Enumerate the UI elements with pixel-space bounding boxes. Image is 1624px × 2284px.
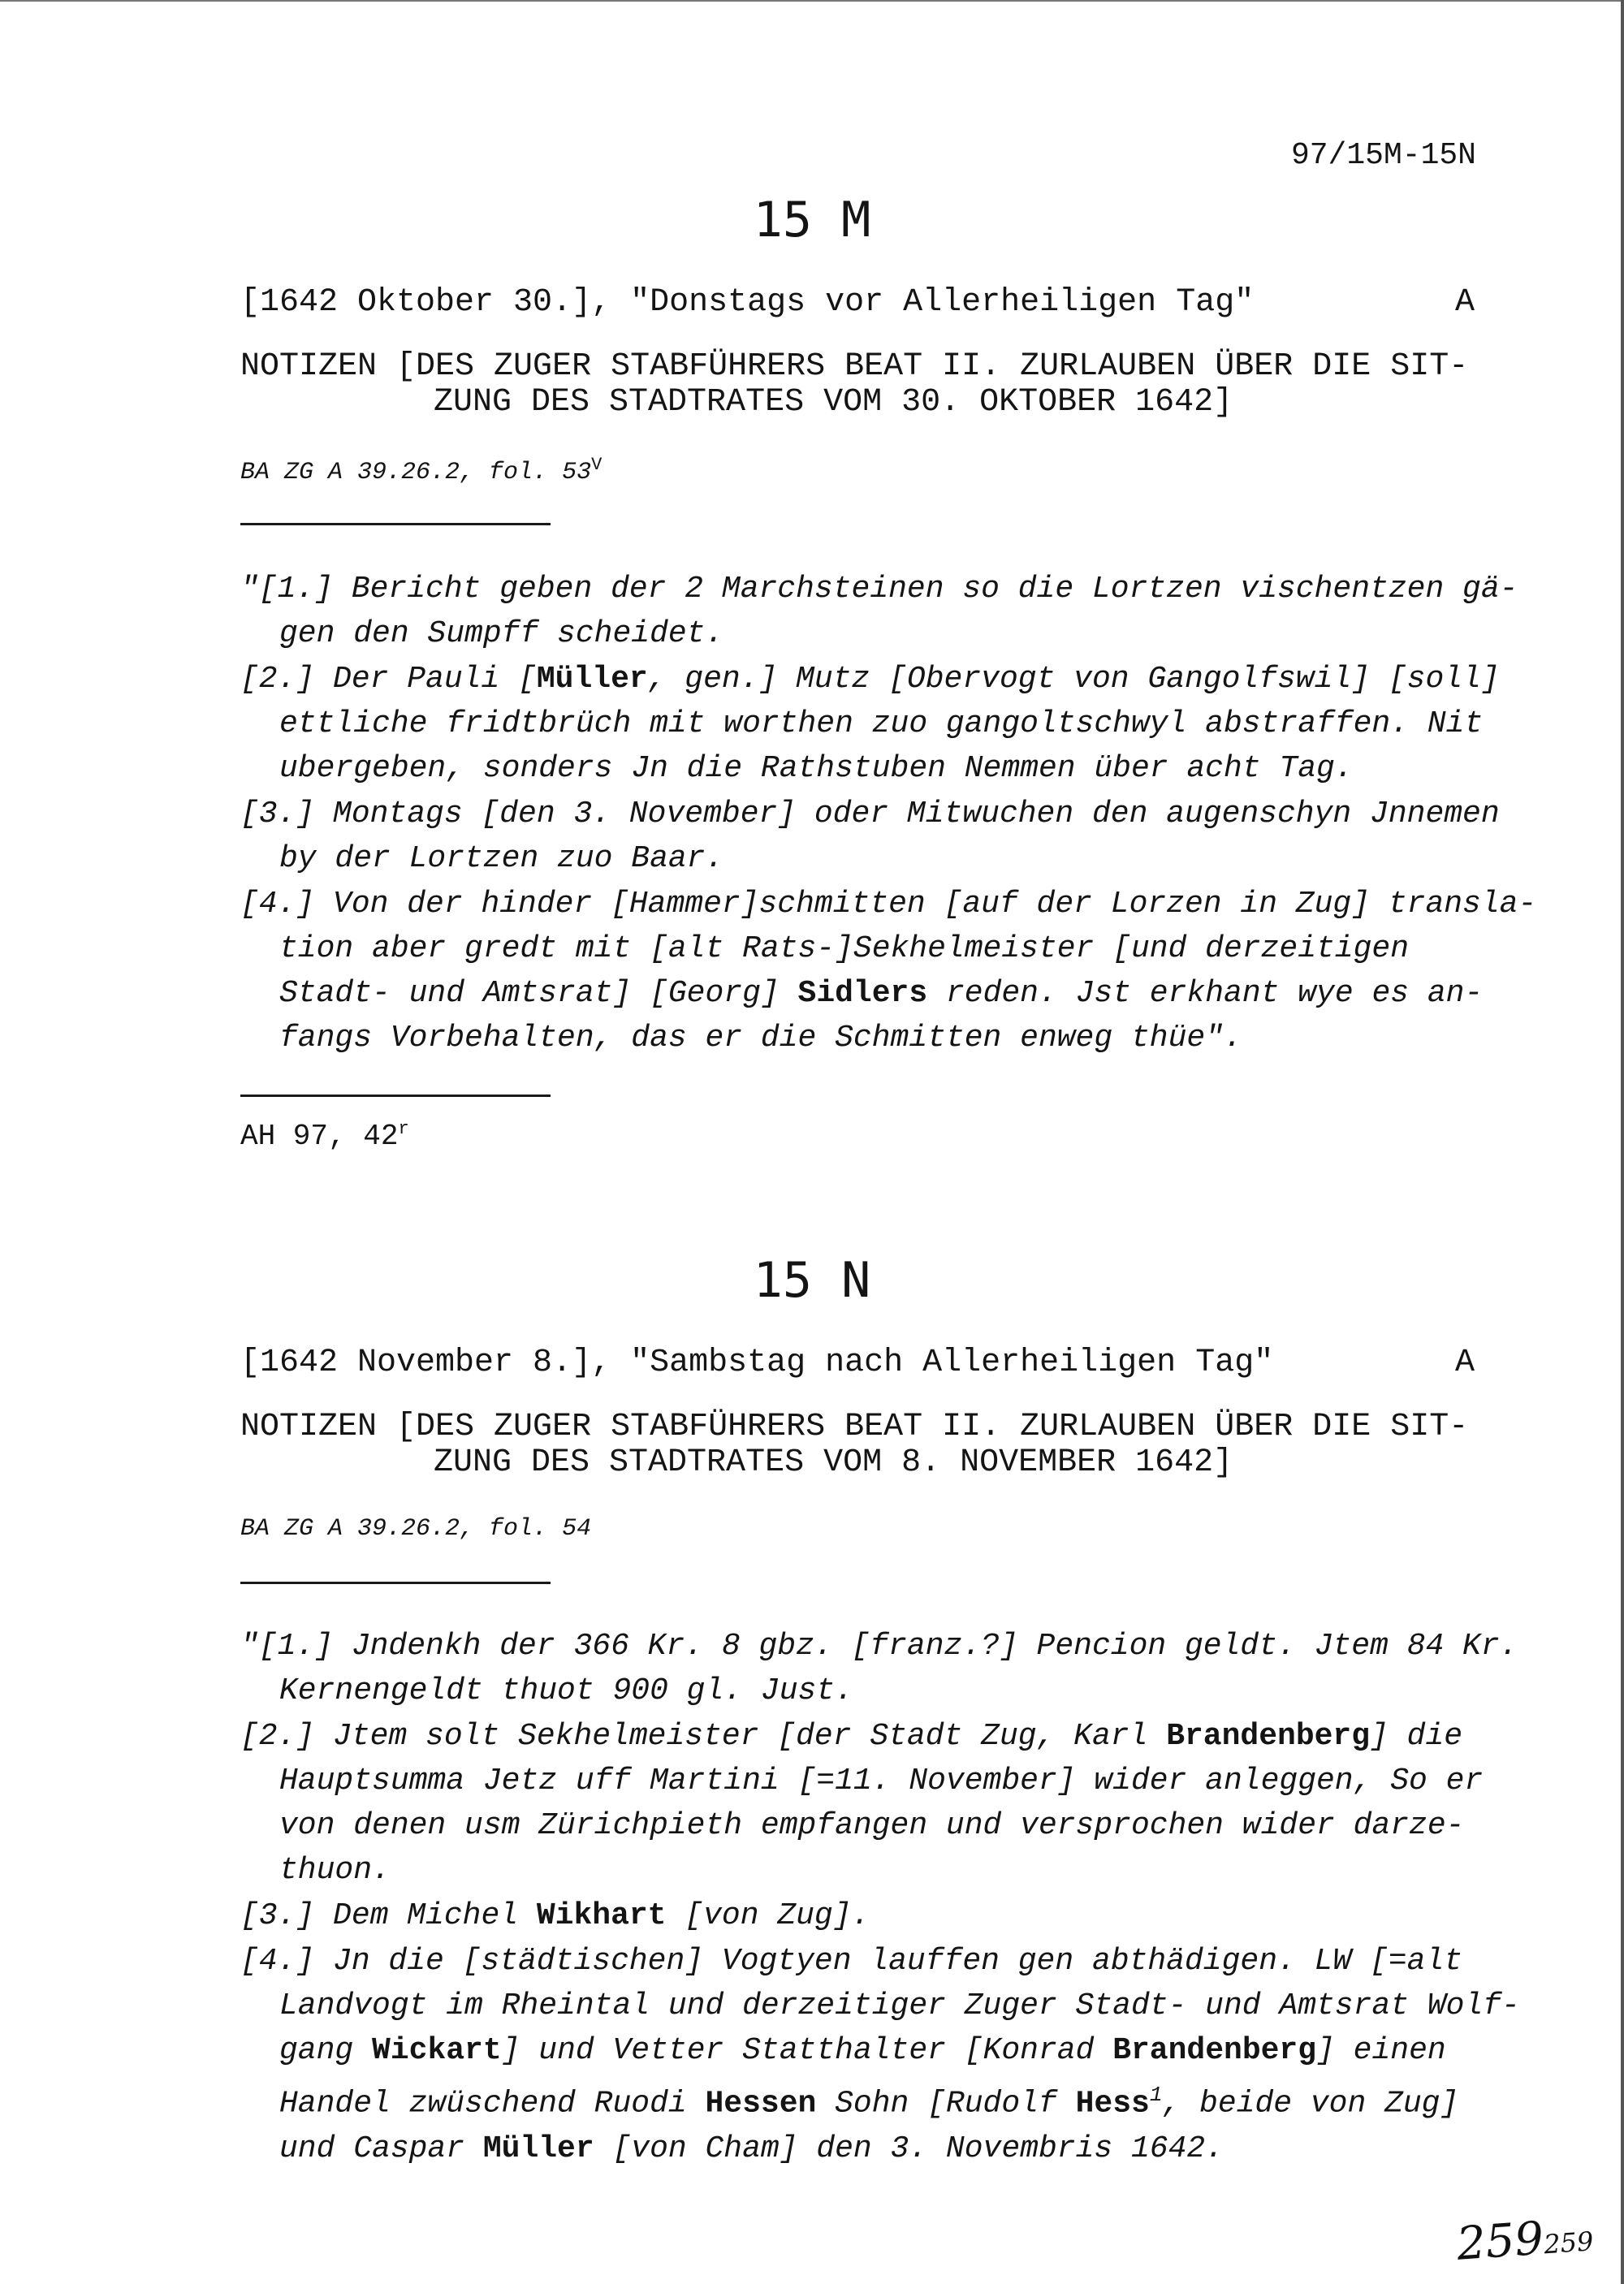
entry-line: fangs Vorbehalten, das er die Schmitten enweg thüe". [279,1021,1242,1056]
entry-line: von denen usm Zürichpieth empfangen und versprochen wider darze- [279,1808,1465,1843]
entry-line: [4.] Jn die [städtischen] Vogtyen lauffen gen abthädigen. LW [=alt [240,1944,1463,1979]
scan-right-edge [1621,0,1624,2284]
entry-15m-2 [240,657,1500,791]
entry-line: gen den Sumpff scheidet. [279,616,724,651]
handwritten-page-number [1455,2208,1595,2271]
divider-rule [240,1095,551,1097]
section-heading-15n [240,1410,1475,1481]
entry-15n-3 [240,1893,1483,1938]
entry-15n-4 [240,1939,1520,2171]
heading-line-2: ZUNG DES STADTRATES VOM 30. OKTOBER 1642] [434,384,1233,421]
entry-line: thuon. [279,1853,391,1888]
entry-line: ettliche fridtbrüch mit worthen zuo gangoltschwyl abstraffen. Nit [279,706,1484,741]
entry-15m-3 [240,792,1500,881]
source-text: BA ZG A 39.26.2, fol. 53 [240,459,592,486]
source-superscript: V [591,455,603,475]
entry-line: Landvogt im Rheintal und derzeitiger Zuger Stadt- und Amtsrat Wolf- [279,1988,1520,2023]
entry-line: Kernengeldt thuot 900 gl. Just. [279,1673,853,1708]
source-text: BA ZG A 39.26.2, fol. 54 [240,1515,592,1543]
entry-line: "[1.] Jndenkh der 366 Kr. 8 gbz. [franz.?] Pencion geldt. Jtem 84 Kr. [240,1629,1518,1664]
section-title-15m: 15 M [753,192,871,248]
entry-line: Hauptsumma Jetz uff Martini [=11. November] wider anleggen, So er [279,1764,1484,1798]
entry-line: Stadt- und Amtsrat] [Georg] Sidlers reden. Jst erkhant wye es an- [279,976,1484,1011]
entry-15m-1 [240,567,1518,656]
entry-line: tion aber gredt mit [alt Rats-]Sekhelmeister [und derzeitigen [279,931,1410,966]
entry-15n-1 [240,1624,1518,1713]
archive-reference-text: AH 97, 42 [240,1120,399,1153]
entry-list-15n [240,1624,1520,2172]
entry-15n-2 [240,1714,1483,1893]
dateline-text: [1642 November 8.], "Sambstag nach Allerheiligen Tag" [240,1345,1274,1381]
dateline-mark: A [1454,284,1475,321]
entry-15m-4 [240,882,1537,1060]
source-reference-15n [240,1515,591,1543]
entry-line: und Caspar Müller [von Cham] den 3. Novembris 1642. [279,2131,1224,2166]
entry-line: [2.] Jtem solt Sekhelmeister [der Stadt Zug, Karl Brandenberg] die [240,1719,1463,1754]
divider-rule [240,1582,551,1584]
page-number-small: 259 [1543,2226,1595,2260]
entry-line: [2.] Der Pauli [Müller, gen.] Mutz [Obervogt von Gangolfswil] [soll] [240,662,1500,697]
page-reference: 97/15M-15N [1290,138,1476,173]
dateline-mark: A [1454,1345,1475,1381]
scan-top-edge [0,0,1624,2]
section-title-15n: 15 N [753,1252,871,1309]
entry-line: [4.] Von der hinder [Hammer]schmitten [auf der Lorzen in Zug] transla- [240,887,1537,922]
heading-line-2: ZUNG DES STADTRATES VOM 8. NOVEMBER 1642] [434,1444,1233,1481]
source-reference-15m [240,455,602,486]
page-number: 259 [1454,2212,1546,2271]
entry-line: [3.] Montags [den 3. November] oder Mitwuchen den augenschyn Jnnemen [240,797,1500,831]
section-dateline-15m [240,284,1475,321]
section-dateline-15n [240,1345,1475,1381]
heading-line-1: NOTIZEN [DES ZUGER STABFÜHRERS BEAT II. ZURLAUBEN ÜBER DIE SIT- [240,1409,1469,1445]
dateline-text: [1642 Oktober 30.], "Donstags vor Allerheiligen Tag" [240,284,1255,321]
section-heading-15m [240,349,1475,421]
divider-rule [240,523,551,525]
entry-line: ubergeben, sonders Jn die Rathstuben Nemmen über acht Tag. [279,751,1354,786]
entry-list-15m [240,567,1537,1061]
archive-reference-15m [240,1119,409,1153]
archive-reference-superscript: r [398,1119,409,1139]
heading-line-1: NOTIZEN [DES ZUGER STABFÜHRERS BEAT II. ZURLAUBEN ÜBER DIE SIT- [240,348,1469,385]
entry-line: Handel zwüschend Ruodi Hessen Sohn [Rudolf Hess$^1$, beide von Zug] [279,2083,1459,2122]
entry-line: by der Lortzen zuo Baar. [279,841,724,876]
entry-line: gang Wickart] und Vetter Statthalter [Konrad Brandenberg] einen [279,2033,1446,2068]
entry-line: "[1.] Bericht geben der 2 Marchsteinen so die Lortzen vischentzen gä- [240,572,1518,607]
entry-line: [3.] Dem Michel Wikhart [von Zug]. [240,1898,870,1933]
